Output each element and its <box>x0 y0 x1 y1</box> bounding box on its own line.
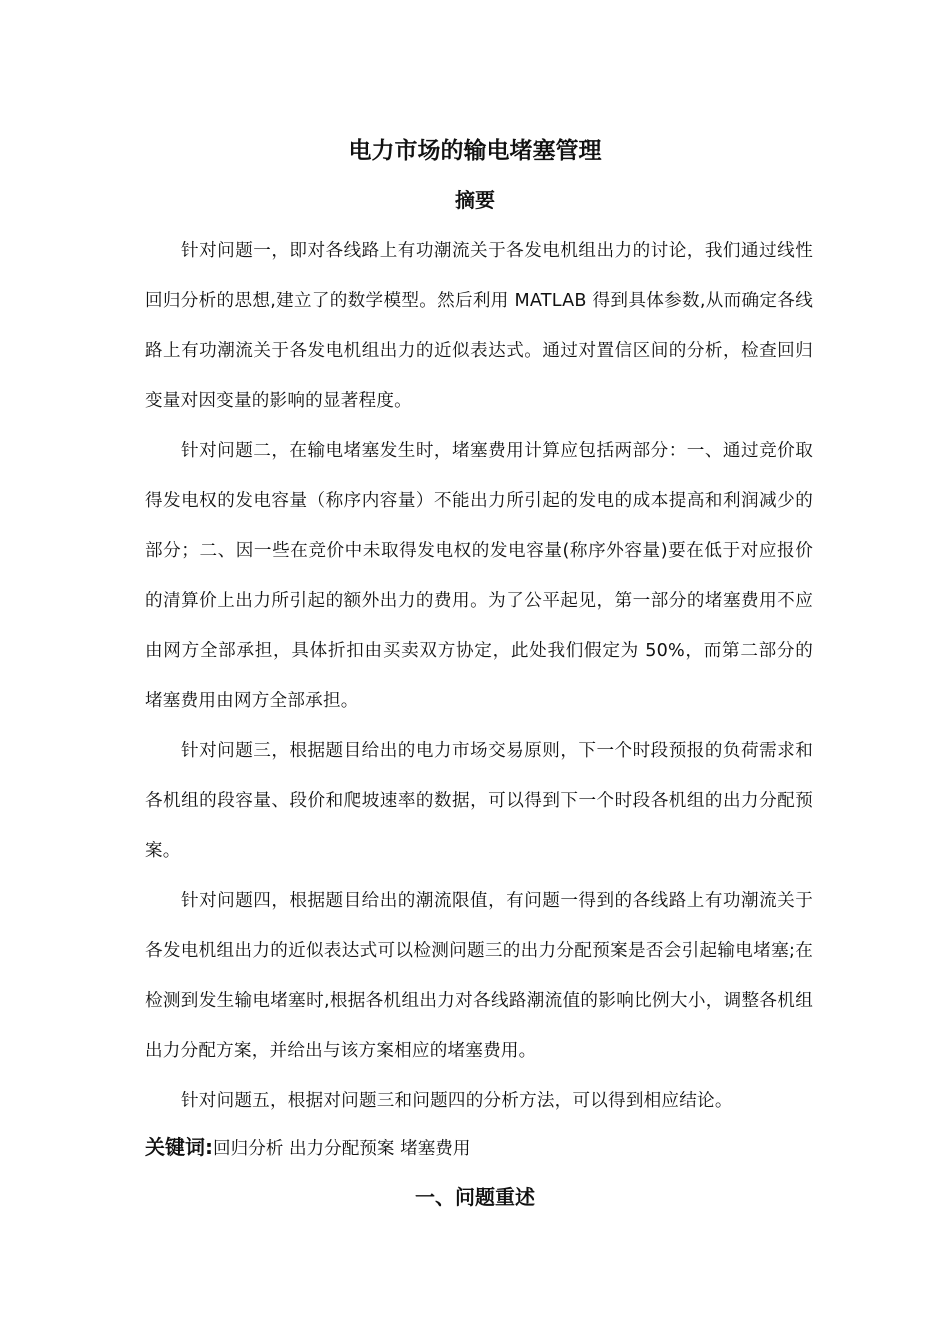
keywords-label: 关键词: <box>145 1135 213 1159</box>
abstract-heading: 摘要 <box>455 188 495 212</box>
abstract-body <box>145 226 813 1126</box>
abstract-paragraph-5: 针对问题五，根据对问题三和问题四的分析方法，可以得到相应结论。 <box>181 1091 733 1111</box>
abstract-paragraph-1: 针对问题一，即对各线路上有功潮流关于各发电机组出力的讨论，我们通过线性回归分析的思想,建立了的数学模型。然后利用 MATLAB 得到具体参数,从而确定各线路上有功潮流关于各发电机组出力的近似表达式。通过对置信区间的分析，检查回归变量对因变量的影响的显著程度。 <box>145 241 813 411</box>
section-heading: 一、问题重述 <box>415 1185 535 1209</box>
abstract-paragraph-4: 针对问题四，根据题目给出的潮流限值，有问题一得到的各线路上有功潮流关于各发电机组出力的近似表达式可以检测问题三的出力分配预案是否会引起输电堵塞;在检测到发生输电堵塞时,根据各机组出力对各线路潮流值的影响比例大小，调整各机组出力分配方案，并给出与该方案相应的堵塞费用。 <box>145 891 813 1061</box>
abstract-paragraph-3: 针对问题三，根据题目给出的电力市场交易原则，下一个时段预报的负荷需求和各机组的段容量、段价和爬坡速率的数据，可以得到下一个时段各机组的出力分配预案。 <box>145 741 813 861</box>
abstract-paragraph-2: 针对问题二，在输电堵塞发生时，堵塞费用计算应包括两部分：一、通过竞价取得发电权的发电容量（称序内容量）不能出力所引起的发电的成本提高和利润减少的部分；二、因一些在竞价中未取得发电权的发电容量(称序外容量)要在低于对应报价的清算价上出力所引起的额外出力的费用。为了公平起见，第一部分的堵塞费用不应由网方全部承担，具体折扣由买卖双方协定，此处我们假定为 50%，而第二部分的堵塞费用由网方全部承担。 <box>145 441 813 711</box>
document-title: 电力市场的输电堵塞管理 <box>348 138 602 164</box>
keywords-text: 回归分析 出力分配预案 堵塞费用 <box>213 1139 471 1159</box>
keywords-line <box>145 1129 813 1167</box>
